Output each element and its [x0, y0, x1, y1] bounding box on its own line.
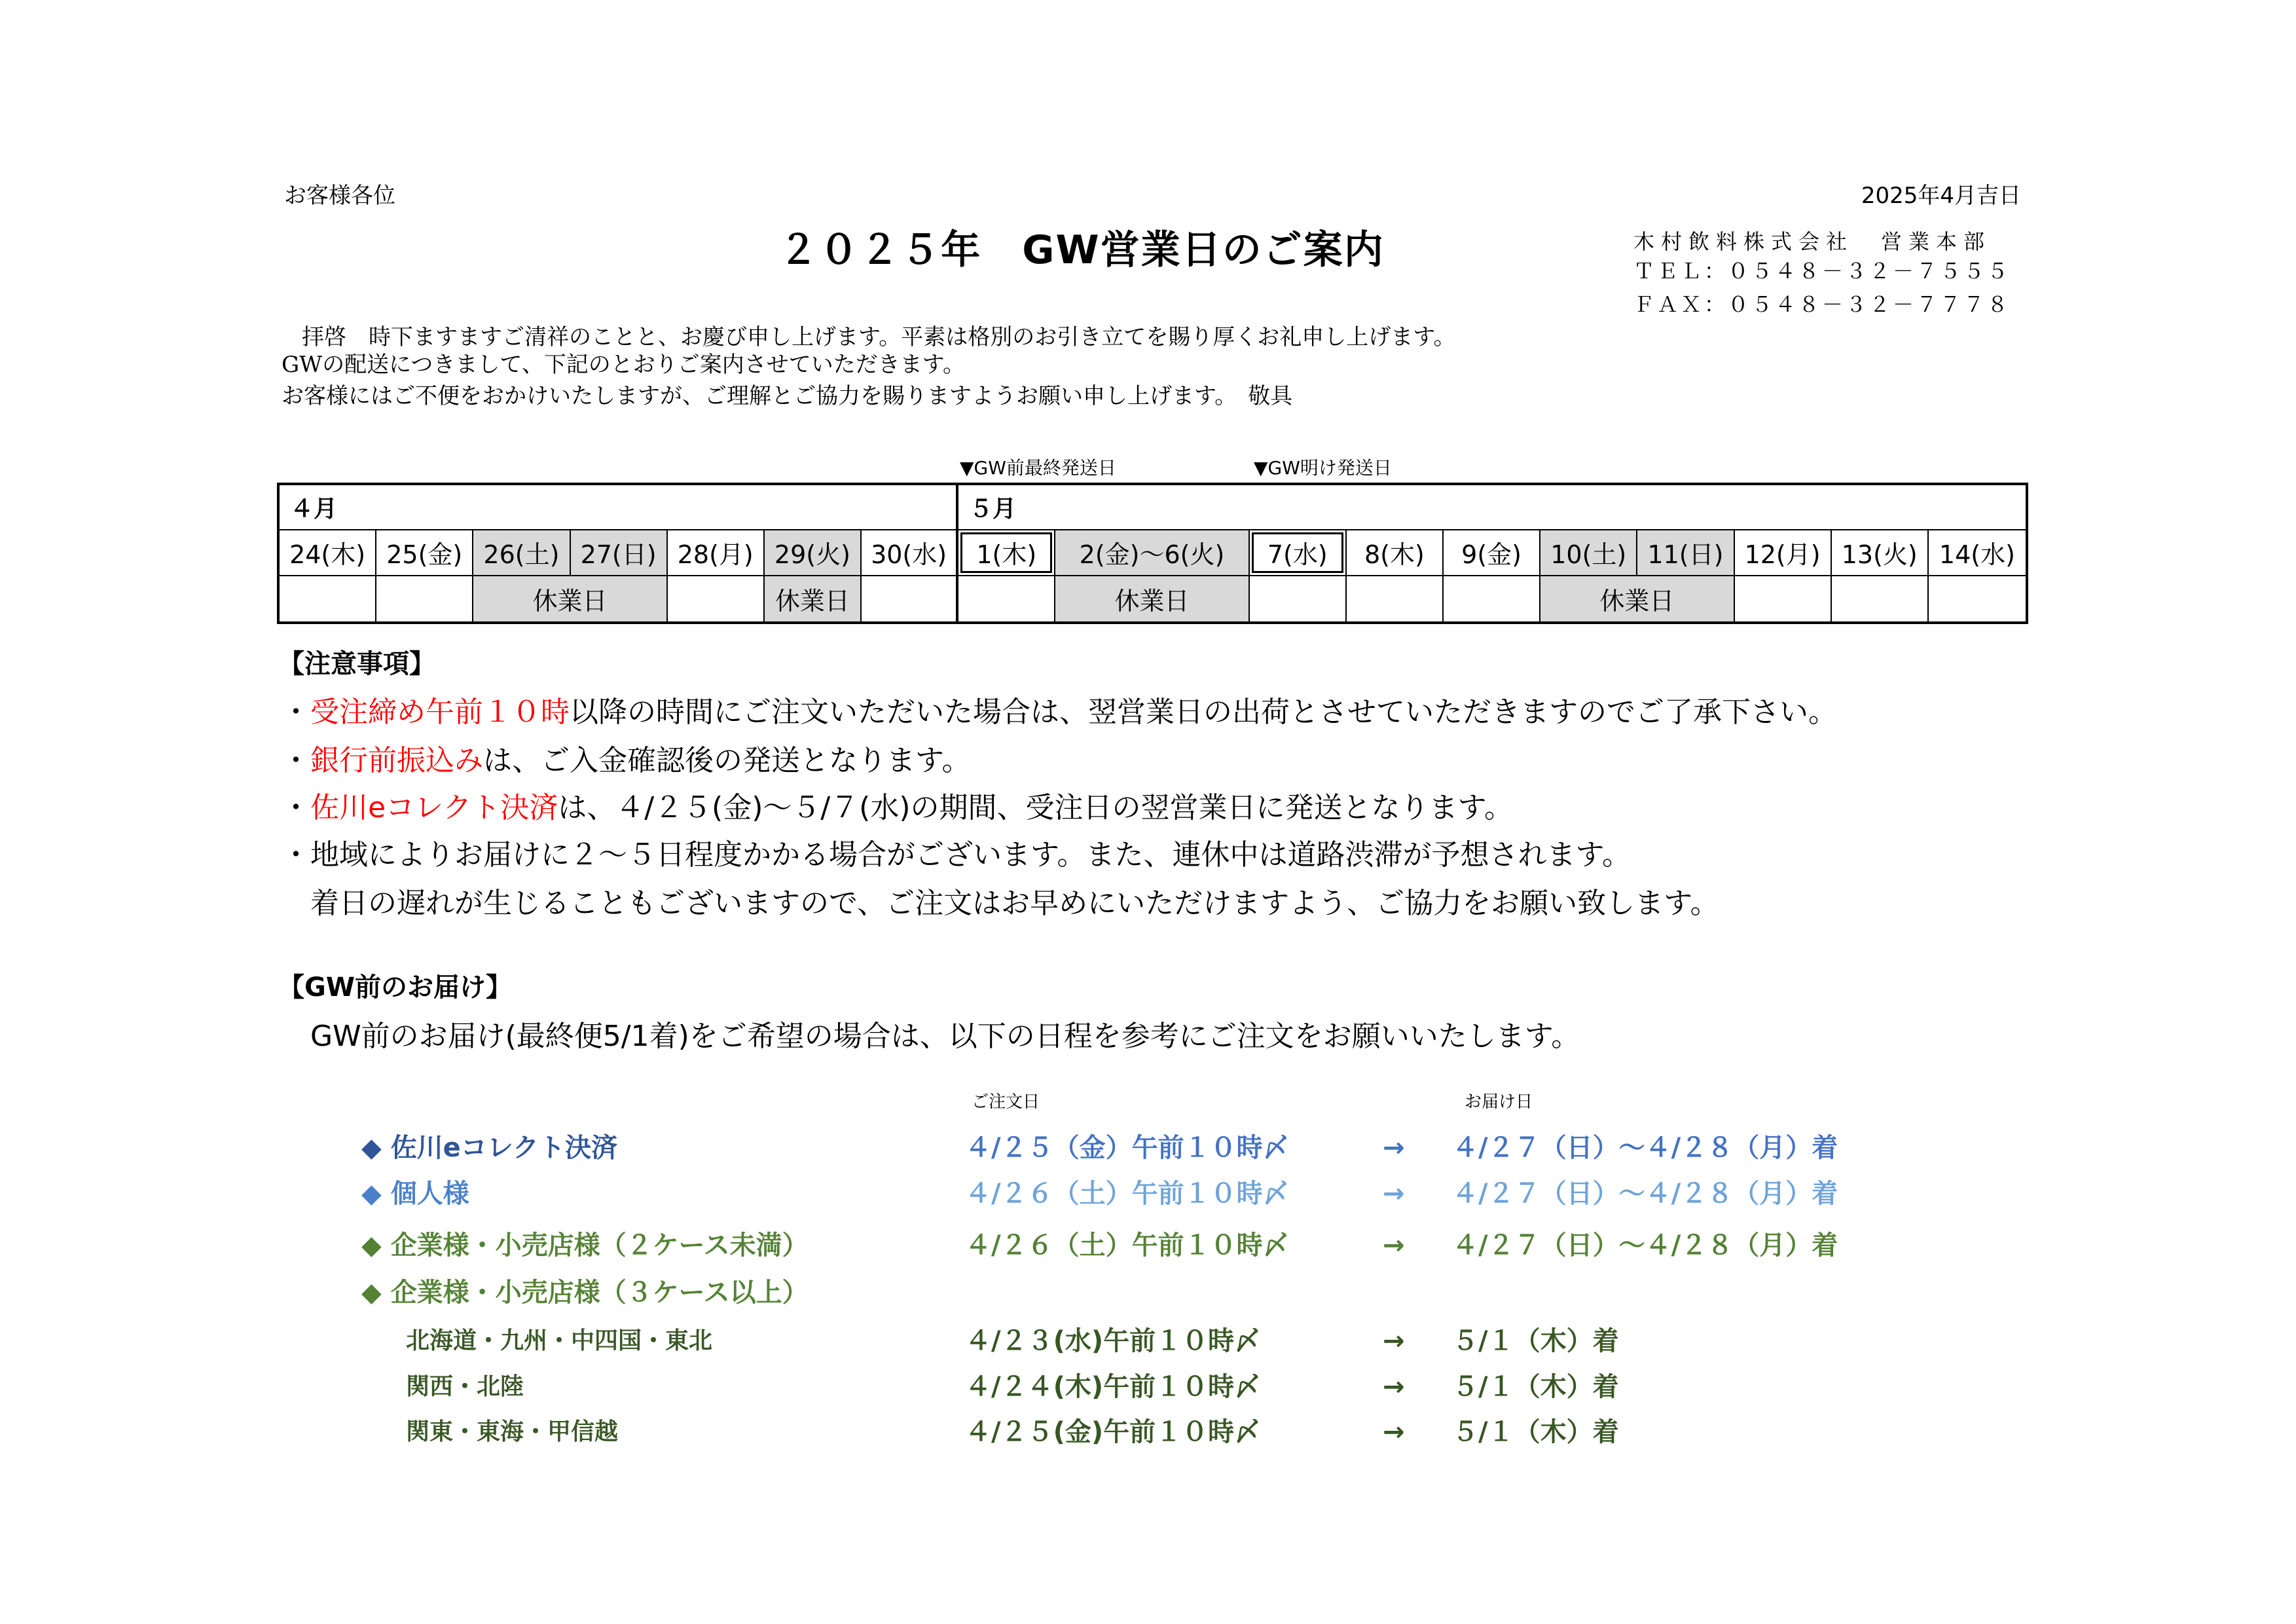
- calendar-status-empty: [1444, 576, 1540, 621]
- company-name: 木村飲料株式会社 営業本部: [1633, 229, 1992, 254]
- arrow-icon: →: [1383, 1326, 1405, 1356]
- calendar-day: 28(月): [668, 530, 765, 576]
- calendar-status-empty: [1735, 576, 1832, 621]
- note-line: [282, 744, 970, 779]
- calendar-status-empty: [1929, 576, 2026, 621]
- note-bullet: ・: [282, 791, 310, 824]
- calendar-day-resume-shipping: 7(水): [1250, 530, 1347, 576]
- notes-heading: 【注意事項】: [278, 649, 435, 679]
- greeting-line: 拝啓 時下ますますご清祥のことと、お慶び申し上げます。平素は格別のお引き立てを賜り厚くお礼申し上げます。: [302, 324, 1456, 350]
- schedule-delivery-date: ４/２７（日）～４/２８（月）着: [1452, 1133, 1838, 1163]
- calendar-day-holiday: 11(日): [1637, 530, 1734, 576]
- schedule-delivery-date: ５/１（木）着: [1452, 1372, 1619, 1402]
- note-text: は、ご入金確認後の発送となります。: [483, 744, 971, 777]
- schedule-delivery-date: ５/１（木）着: [1452, 1417, 1619, 1447]
- note-bullet: ・: [282, 838, 310, 872]
- arrow-icon: →: [1383, 1133, 1405, 1163]
- schedule-delivery-date: ４/２７（日）～４/２８（月）着: [1452, 1179, 1838, 1209]
- month-may: ５月: [958, 485, 2026, 530]
- note-line: [282, 791, 1513, 826]
- calendar-status-empty: [1250, 576, 1347, 621]
- calendar-day: 24(木): [280, 530, 376, 576]
- schedule-delivery-date: ４/２７（日）～４/２８（月）着: [1452, 1230, 1838, 1261]
- page-title: ２０２５年 GW営業日のご案内: [778, 227, 1385, 273]
- calendar-status-empty: [862, 576, 958, 621]
- calendar-day: 25(金): [376, 530, 473, 576]
- calendar-day-holiday: 2(金)～6(火): [1055, 530, 1249, 576]
- calendar-day: 12(月): [1735, 530, 1832, 576]
- schedule-label-business-large: ◆ 企業様・小売店様（３ケース以上）: [361, 1278, 809, 1308]
- arrow-icon: →: [1383, 1179, 1405, 1209]
- schedule-delivery-date: ５/１（木）着: [1452, 1326, 1619, 1356]
- note-text: 着日の遅れが生じることもございますので、ご注文はお早めにいただけますよう、ご協力をお願い致します。: [310, 887, 1719, 920]
- note-text: 以降の時間にご注文いただいた場合は、翌営業日の出荷とさせていただきますのでご了承下さい。: [570, 695, 1837, 729]
- calendar-day: 13(火): [1832, 530, 1929, 576]
- calendar-status-closed: 休業日: [1055, 576, 1249, 621]
- calendar-day: 14(水): [1929, 530, 2026, 576]
- schedule-region-label: 北海道・九州・中四国・東北: [406, 1327, 713, 1354]
- schedule-region-label: 関西・北陸: [406, 1373, 524, 1400]
- calendar-day: 30(水): [862, 530, 958, 576]
- issue-date: 2025年4月吉日: [1861, 183, 2021, 209]
- calendar-status-empty: [1347, 576, 1444, 621]
- schedule-label-individual: ◆ 個人様: [361, 1179, 469, 1209]
- note-highlight: 受注締め午前１０時: [310, 695, 570, 729]
- calendar-status-empty: [280, 576, 376, 621]
- schedule-label-sagawa: ◆ 佐川eコレクト決済: [361, 1133, 618, 1163]
- calendar-day-last-shipping: 1(木): [958, 530, 1055, 576]
- company-tel: ＴＥＬ：０５４８－３２－７５５５: [1633, 259, 2011, 284]
- calendar-status-empty: [668, 576, 765, 621]
- addressee: お客様各位: [284, 183, 395, 209]
- calendar-day-holiday: 29(火): [765, 530, 862, 576]
- note-text: 地域によりお届けに２～５日程度かかる場合がございます。また、連休中は道路渋滞が予想されます。: [310, 838, 1631, 872]
- calendar-status-closed: 休業日: [1540, 576, 1734, 621]
- calendar-day: 9(金): [1444, 530, 1540, 576]
- calendar-status-empty: [376, 576, 473, 621]
- schedule-order-date: ４/２６（土）午前１０時〆: [965, 1179, 1289, 1209]
- delivery-intro: GW前のお届け(最終便5/1着)をご希望の場合は、以下の日程を参考にご注文をお願いいたします。: [310, 1020, 1580, 1053]
- resume-shipping-marker: ▼GW明け発送日: [1254, 457, 1392, 479]
- last-shipping-marker: ▼GW前最終発送日: [960, 457, 1116, 479]
- calendar-status-closed: 休業日: [473, 576, 667, 621]
- schedule-region-label: 関東・東海・甲信越: [406, 1418, 619, 1445]
- calendar-status-empty: [1832, 576, 1929, 621]
- arrow-icon: →: [1383, 1230, 1405, 1261]
- schedule-order-date: ４/２５(金)午前１０時〆: [965, 1417, 1261, 1447]
- note-bullet: ・: [282, 695, 310, 729]
- schedule-order-date: ４/２６（土）午前１０時〆: [965, 1230, 1289, 1261]
- company-fax: ＦＡＸ：０５４８－３２－７７７８: [1633, 292, 2011, 317]
- calendar-day-holiday: 10(土): [1540, 530, 1637, 576]
- note-line: [282, 695, 1837, 730]
- delivery-date-header: お届け日: [1465, 1092, 1533, 1112]
- schedule-label-business-small: ◆ 企業様・小売店様（２ケース未満）: [361, 1230, 809, 1261]
- note-highlight: 銀行前振込み: [310, 744, 483, 777]
- schedule-order-date: ４/２５（金）午前１０時〆: [965, 1133, 1289, 1163]
- calendar-day: 8(木): [1347, 530, 1444, 576]
- greeting-line: GWの配送につきまして、下記のとおりご案内させていただきます。: [282, 352, 966, 378]
- calendar-status-empty: [958, 576, 1055, 621]
- schedule-order-date: ４/２４(木)午前１０時〆: [965, 1372, 1261, 1402]
- order-date-header: ご注文日: [972, 1092, 1040, 1112]
- greeting-line: お客様にはご不便をおかけいたしますが、ご理解とご協力を賜りますようお願い申し上げます。 敬具: [282, 383, 1293, 409]
- note-line-continuation: [310, 887, 1719, 921]
- note-bullet: ・: [282, 744, 310, 777]
- calendar-day-holiday: 26(土): [473, 530, 570, 576]
- business-calendar: [277, 483, 2028, 624]
- calendar-day-holiday: 27(日): [571, 530, 668, 576]
- note-text: は、４/２５(金)～５/７(水)の期間、受注日の翌営業日に発送となります。: [558, 791, 1513, 824]
- calendar-status-closed: 休業日: [765, 576, 862, 621]
- month-april: ４月: [280, 485, 958, 530]
- note-highlight: 佐川eコレクト決済: [310, 791, 558, 824]
- arrow-icon: →: [1383, 1417, 1405, 1447]
- delivery-heading: 【GW前のお届け】: [278, 972, 512, 1003]
- note-line: [282, 838, 1631, 873]
- schedule-order-date: ４/２３(水)午前１０時〆: [965, 1326, 1261, 1356]
- arrow-icon: →: [1383, 1372, 1405, 1402]
